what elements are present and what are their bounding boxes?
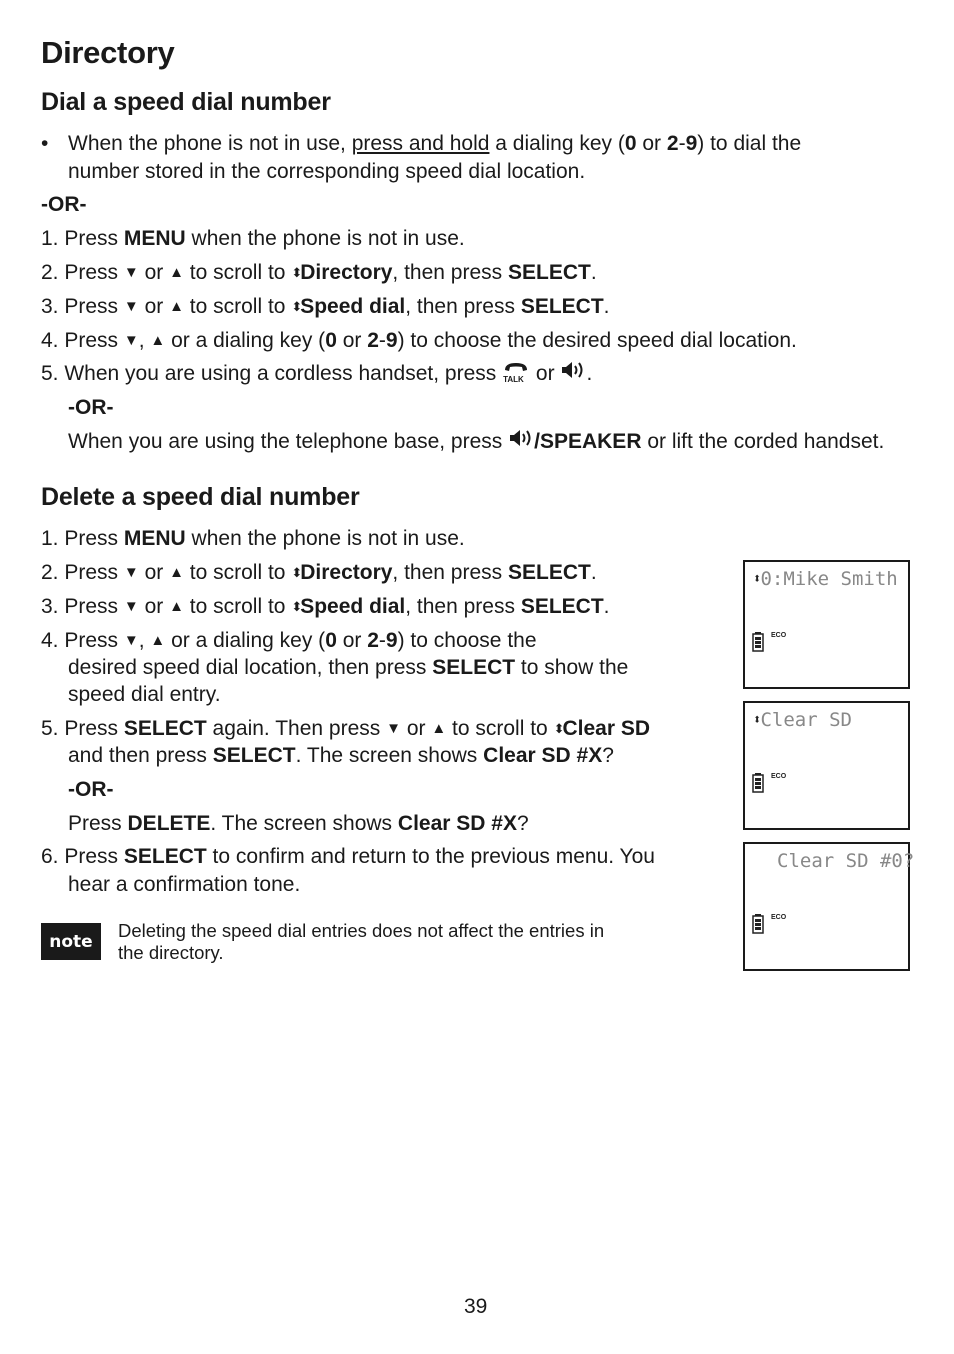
step-4 — [41, 327, 797, 357]
text: When the phone is not in use, — [68, 132, 352, 155]
text: again. Then press — [206, 717, 387, 740]
text: ? — [602, 744, 614, 767]
text: . The screen shows — [295, 744, 484, 767]
up-arrow-icon: ▲ — [150, 632, 166, 649]
menu-speed-dial: Speed dial — [300, 595, 406, 618]
text: to scroll to — [446, 717, 554, 740]
bullet-text-2: number stored in the corresponding speed dial location. — [68, 160, 586, 183]
text: Press — [68, 812, 128, 835]
text: or — [138, 561, 170, 584]
down-arrow-icon: ▼ — [386, 720, 401, 737]
text: - — [378, 329, 386, 352]
menu-clear-sd: Clear SD — [562, 717, 651, 740]
page-number: 39 — [464, 1295, 488, 1318]
key-0: 0 — [325, 629, 337, 652]
eco-label: ECO — [771, 773, 787, 780]
text: or — [336, 629, 368, 652]
eco-label: ECO — [771, 914, 787, 921]
lcd-screen-2 — [743, 701, 910, 830]
key-select: SELECT — [123, 845, 207, 868]
text: desired speed dial location, then press — [68, 656, 433, 679]
speaker-icon — [560, 360, 586, 388]
or-separator: -OR- — [68, 778, 114, 801]
battery-icon — [752, 914, 764, 934]
text: to scroll to — [183, 595, 292, 618]
text: , — [138, 329, 151, 352]
text: to scroll to — [183, 261, 292, 284]
or-separator: -OR- — [41, 193, 87, 216]
text: to show the — [515, 656, 629, 679]
lcd-screen-3 — [743, 842, 915, 971]
battery-icon — [752, 632, 764, 652]
key-select: SELECT — [432, 656, 516, 679]
text: - — [378, 629, 386, 652]
text: when the phone is not in use. — [185, 227, 465, 250]
text: . — [590, 561, 597, 584]
bullet: • — [41, 132, 49, 155]
text: or — [138, 261, 170, 284]
step-5-alt — [68, 428, 884, 456]
updown-arrow-icon: ⬍ — [753, 712, 761, 728]
section-heading-dial: Dial a speed dial number — [41, 88, 331, 116]
text: 2. Press — [41, 261, 124, 284]
section-heading-delete: Delete a speed dial number — [41, 483, 360, 511]
text: . — [603, 595, 610, 618]
key-select: SELECT — [212, 744, 296, 767]
text: . The screen shows — [210, 812, 398, 835]
key-select: SELECT — [507, 561, 591, 584]
step-3 — [41, 593, 610, 623]
key-select: SELECT — [520, 295, 604, 318]
updown-arrow-icon: ⬍ — [291, 299, 301, 314]
text: . — [586, 362, 593, 385]
eco-label: ECO — [771, 632, 787, 639]
key-select: SELECT — [520, 595, 604, 618]
text: to confirm and return to the previous menu. You — [206, 845, 655, 868]
key-speaker: /SPEAKER — [534, 430, 642, 453]
down-arrow-icon: ▼ — [123, 598, 139, 615]
text: or lift the corded handset. — [641, 430, 885, 453]
lcd-line: Clear SD #0? — [777, 850, 915, 872]
text: 5. When you are using a cordless handset, press — [41, 362, 503, 385]
note-badge: note — [41, 923, 101, 960]
step-5-line-2 — [68, 742, 614, 770]
key-0: 0 — [325, 329, 337, 352]
note-text-2: the directory. — [118, 942, 224, 963]
text: or — [636, 132, 667, 155]
step-5 — [41, 715, 650, 745]
text: Press — [58, 845, 124, 868]
text: or a dialing key ( — [165, 329, 326, 352]
step-5 — [41, 360, 592, 388]
text: ) to choose the desired speed dial location. — [397, 329, 797, 352]
updown-arrow-icon: ⬍ — [291, 599, 301, 614]
text: , then press — [405, 295, 521, 318]
key-delete: DELETE — [127, 812, 211, 835]
step-4-line-2 — [68, 654, 628, 682]
text: , then press — [392, 561, 508, 584]
key-9: 9 — [385, 629, 398, 652]
step-6 — [41, 843, 655, 871]
lcd-text — [777, 850, 914, 872]
key-9: 9 — [385, 329, 398, 352]
lcd-text — [753, 709, 852, 731]
up-arrow-icon: ▲ — [150, 332, 166, 349]
key-2: 2 — [367, 629, 379, 652]
speaker-icon — [508, 428, 534, 456]
text: to scroll to — [183, 295, 292, 318]
step-4 — [41, 627, 537, 657]
text: and then press — [68, 744, 213, 767]
text: ) to dial the — [697, 132, 802, 155]
up-arrow-icon: ▲ — [431, 720, 447, 737]
key-9: 9 — [685, 132, 698, 155]
text: a dialing key ( — [489, 132, 625, 155]
lcd-text — [753, 568, 898, 590]
menu-directory: Directory — [300, 261, 393, 284]
down-arrow-icon: ▼ — [123, 298, 139, 315]
updown-arrow-icon: ⬍ — [291, 265, 301, 280]
updown-arrow-icon: ⬍ — [291, 565, 301, 580]
text: When you are using the telephone base, press — [68, 430, 509, 453]
talk-label: TALK — [503, 375, 524, 385]
screen-text-clear-sd: Clear SD #X — [397, 812, 517, 835]
key-0: 0 — [624, 132, 637, 155]
text: or — [138, 595, 170, 618]
step-5-line-4 — [68, 810, 529, 838]
text: or — [138, 295, 170, 318]
bullet-text-1 — [68, 130, 801, 158]
updown-arrow-icon: ⬍ — [753, 571, 761, 587]
key-select: SELECT — [123, 717, 207, 740]
step-3 — [41, 293, 610, 323]
emphasis-press-and-hold: press and hold — [351, 132, 490, 155]
text: , — [138, 629, 151, 652]
text: , then press — [405, 595, 521, 618]
text: 4. Press — [41, 329, 124, 352]
battery-icon — [752, 773, 764, 793]
text: 6. — [41, 845, 59, 868]
key-select: SELECT — [507, 261, 591, 284]
text: 3. Press — [41, 595, 124, 618]
text: 3. Press — [41, 295, 124, 318]
up-arrow-icon: ▲ — [169, 264, 184, 281]
step-2 — [41, 559, 597, 589]
text: , then press — [392, 261, 508, 284]
step-4-line-3: speed dial entry. — [68, 683, 221, 706]
page-title: Directory — [41, 35, 175, 70]
lcd-line: Clear SD — [760, 709, 852, 731]
down-arrow-icon: ▼ — [123, 264, 139, 281]
text: - — [678, 132, 686, 155]
step-2 — [41, 259, 597, 289]
or-separator: -OR- — [68, 396, 114, 419]
menu-directory: Directory — [300, 561, 393, 584]
text: or a dialing key ( — [165, 629, 326, 652]
key-2: 2 — [367, 329, 379, 352]
text: or — [336, 329, 368, 352]
text: . — [590, 261, 597, 284]
step-1 — [41, 225, 465, 253]
text: 2. Press — [41, 561, 124, 584]
step-1 — [41, 525, 465, 553]
text: when the phone is not in use. — [185, 527, 465, 550]
text: ? — [516, 812, 529, 835]
text: . — [603, 295, 610, 318]
down-arrow-icon: ▼ — [123, 332, 139, 349]
step-6-line-2: hear a confirmation tone. — [68, 873, 301, 896]
text: ) to choose the — [397, 629, 537, 652]
text: to scroll to — [183, 561, 292, 584]
talk-icon — [502, 361, 530, 387]
down-arrow-icon: ▼ — [123, 564, 139, 581]
text: 4. Press — [41, 629, 124, 652]
text: or — [400, 717, 432, 740]
note-text-1: Deleting the speed dial entries does not affect the entries in — [118, 920, 605, 941]
key-menu: MENU — [123, 527, 186, 550]
bullet-line-1 — [41, 130, 48, 158]
up-arrow-icon: ▲ — [169, 564, 184, 581]
down-arrow-icon: ▼ — [123, 632, 139, 649]
up-arrow-icon: ▲ — [169, 598, 184, 615]
text: 1. Press — [41, 227, 124, 250]
up-arrow-icon: ▲ — [169, 298, 184, 315]
key-2: 2 — [666, 132, 679, 155]
screen-text-clear-sd: Clear SD #X — [483, 744, 603, 767]
text: or — [530, 362, 561, 385]
updown-arrow-icon: ⬍ — [553, 721, 563, 736]
lcd-screen-1 — [743, 560, 910, 689]
menu-speed-dial: Speed dial — [300, 295, 406, 318]
text: 1. Press — [41, 527, 124, 550]
text: 5. Press — [41, 717, 124, 740]
key-menu: MENU — [123, 227, 186, 250]
lcd-line: 0:Mike Smith — [760, 568, 898, 590]
